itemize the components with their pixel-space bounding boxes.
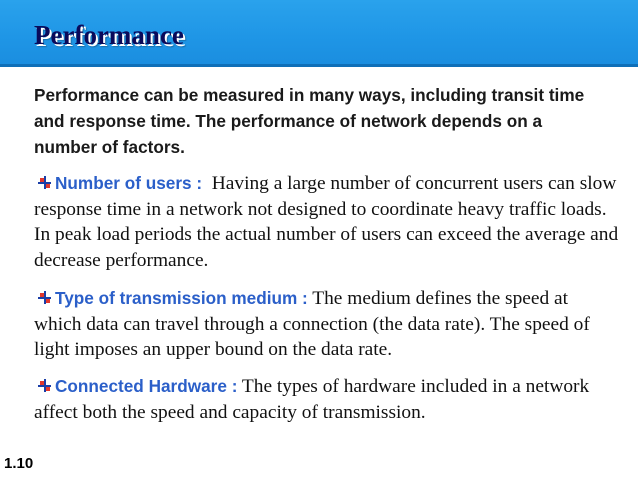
intro-paragraph: Performance can be measured in many ways, including transit time and response time. The performance of network depends on a number of factors. (34, 85, 585, 157)
bullet-transmission-medium (34, 286, 619, 363)
slide-title: Performance (34, 20, 184, 50)
bullet-number-of-users (34, 171, 619, 273)
bullet-marker-icon (38, 176, 51, 189)
bullet-marker-icon (38, 379, 51, 392)
bullet-marker-icon (38, 291, 51, 304)
bullet-connected-hardware (34, 374, 619, 425)
bullet-text: Having a large number of concurrent users can slow response time in a network not designed to coordinate heavy traffic loads. In peak load periods the actual number of users can exceed the average and decrease performance. (34, 173, 619, 271)
title-bar (0, 0, 638, 67)
bullet-term: Number of users : (55, 173, 203, 193)
slide-number: 1.10 (4, 455, 34, 472)
bullet-term: Connected Hardware : (55, 376, 238, 396)
bullet-text: The types of hardware included in a network affect both the speed and capacity of transmission. (34, 376, 590, 423)
bullet-text: The medium defines the speed at which data can travel through a connection (the data rate). The speed of light imposes an upper bound on the data rate. (34, 288, 590, 361)
bullet-term: Type of transmission medium : (55, 288, 308, 308)
